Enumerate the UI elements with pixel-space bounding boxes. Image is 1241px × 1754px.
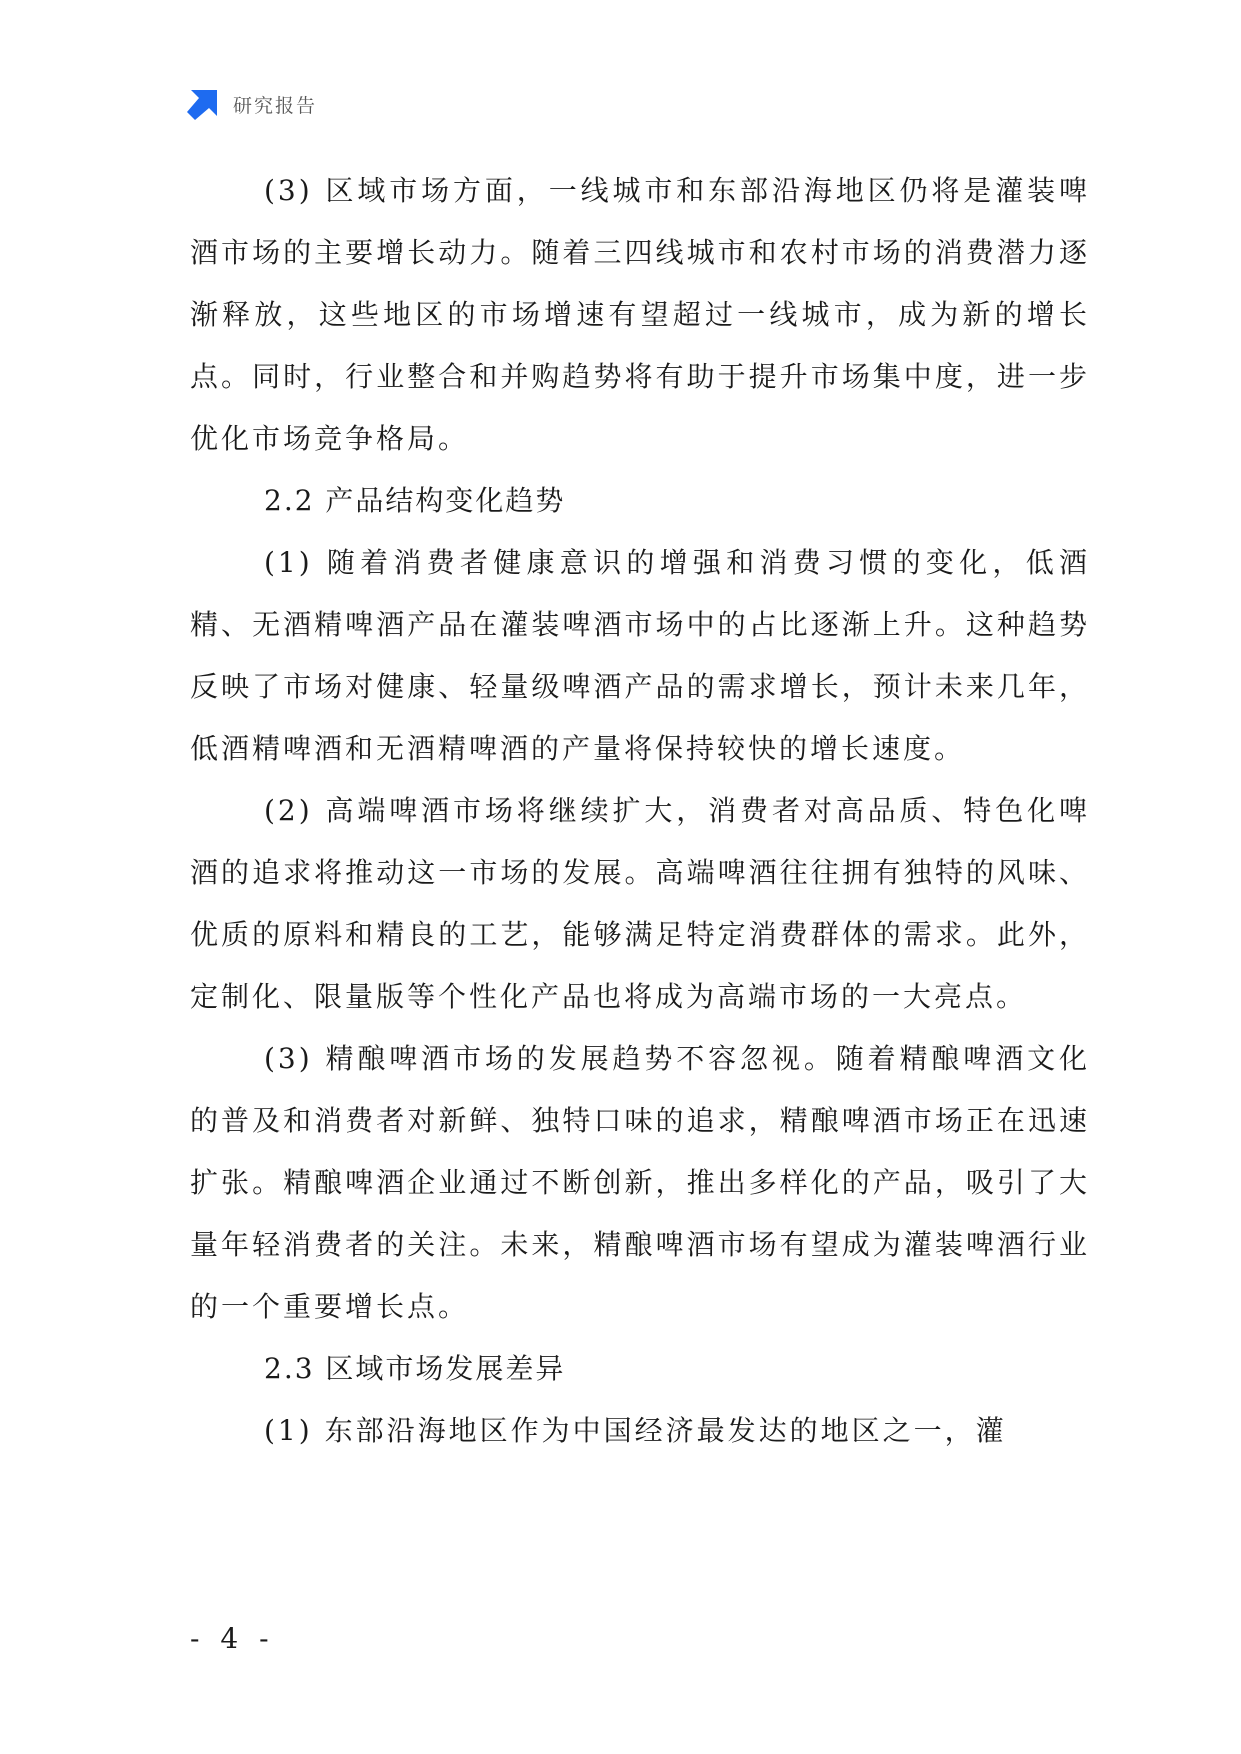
paragraph-premium-beer: (2) 高端啤酒市场将继续扩大，消费者对高品质、特色化啤酒的追求将推动这一市场的发展。高端啤酒往往拥有独特的风味、优质的原料和精良的工艺，能够满足特定消费群体的需求。此外，定制化、限量版等个性化产品也将成为高端市场的一大亮点。 <box>190 794 1090 1013</box>
page-number: - 4 - <box>190 1622 275 1655</box>
paragraph-regional-market: (3) 区域市场方面，一线城市和东部沿海地区仍将是灌装啤酒市场的主要增长动力。随着三四线城市和农村市场的消费潜力逐渐释放，这些地区的市场增速有望超过一线城市，成为新的增长点。同时，行业整合和并购趋势将有助于提升市场集中度，进一步优化市场竞争格局。 <box>190 174 1090 455</box>
arrow-up-right-icon <box>187 88 219 120</box>
paragraph-east-coast: (1) 东部沿海地区作为中国经济最发达的地区之一，灌 <box>264 1414 1007 1447</box>
paragraph-craft-beer: (3) 精酿啤酒市场的发展趋势不容忽视。随着精酿啤酒文化的普及和消费者对新鲜、独特口味的追求，精酿啤酒市场正在迅速扩张。精酿啤酒企业通过不断创新，推出多样化的产品，吸引了大量年轻消费者的关注。未来，精酿啤酒市场有望成为灌装啤酒行业的一个重要增长点。 <box>190 1042 1090 1323</box>
section-heading-2-2: 2.2 产品结构变化趋势 <box>264 484 566 517</box>
report-header <box>187 88 317 120</box>
section-heading-2-3: 2.3 区域市场发展差异 <box>264 1352 566 1385</box>
header-title: 研究报告 <box>233 94 318 117</box>
document-body <box>190 160 1090 1462</box>
paragraph-low-alcohol: (1) 随着消费者健康意识的增强和消费习惯的变化，低酒精、无酒精啤酒产品在灌装啤酒市场中的占比逐渐上升。这种趋势反映了市场对健康、轻量级啤酒产品的需求增长，预计未来几年，低酒精啤酒和无酒精啤酒的产量将保持较快的增长速度。 <box>190 546 1090 765</box>
